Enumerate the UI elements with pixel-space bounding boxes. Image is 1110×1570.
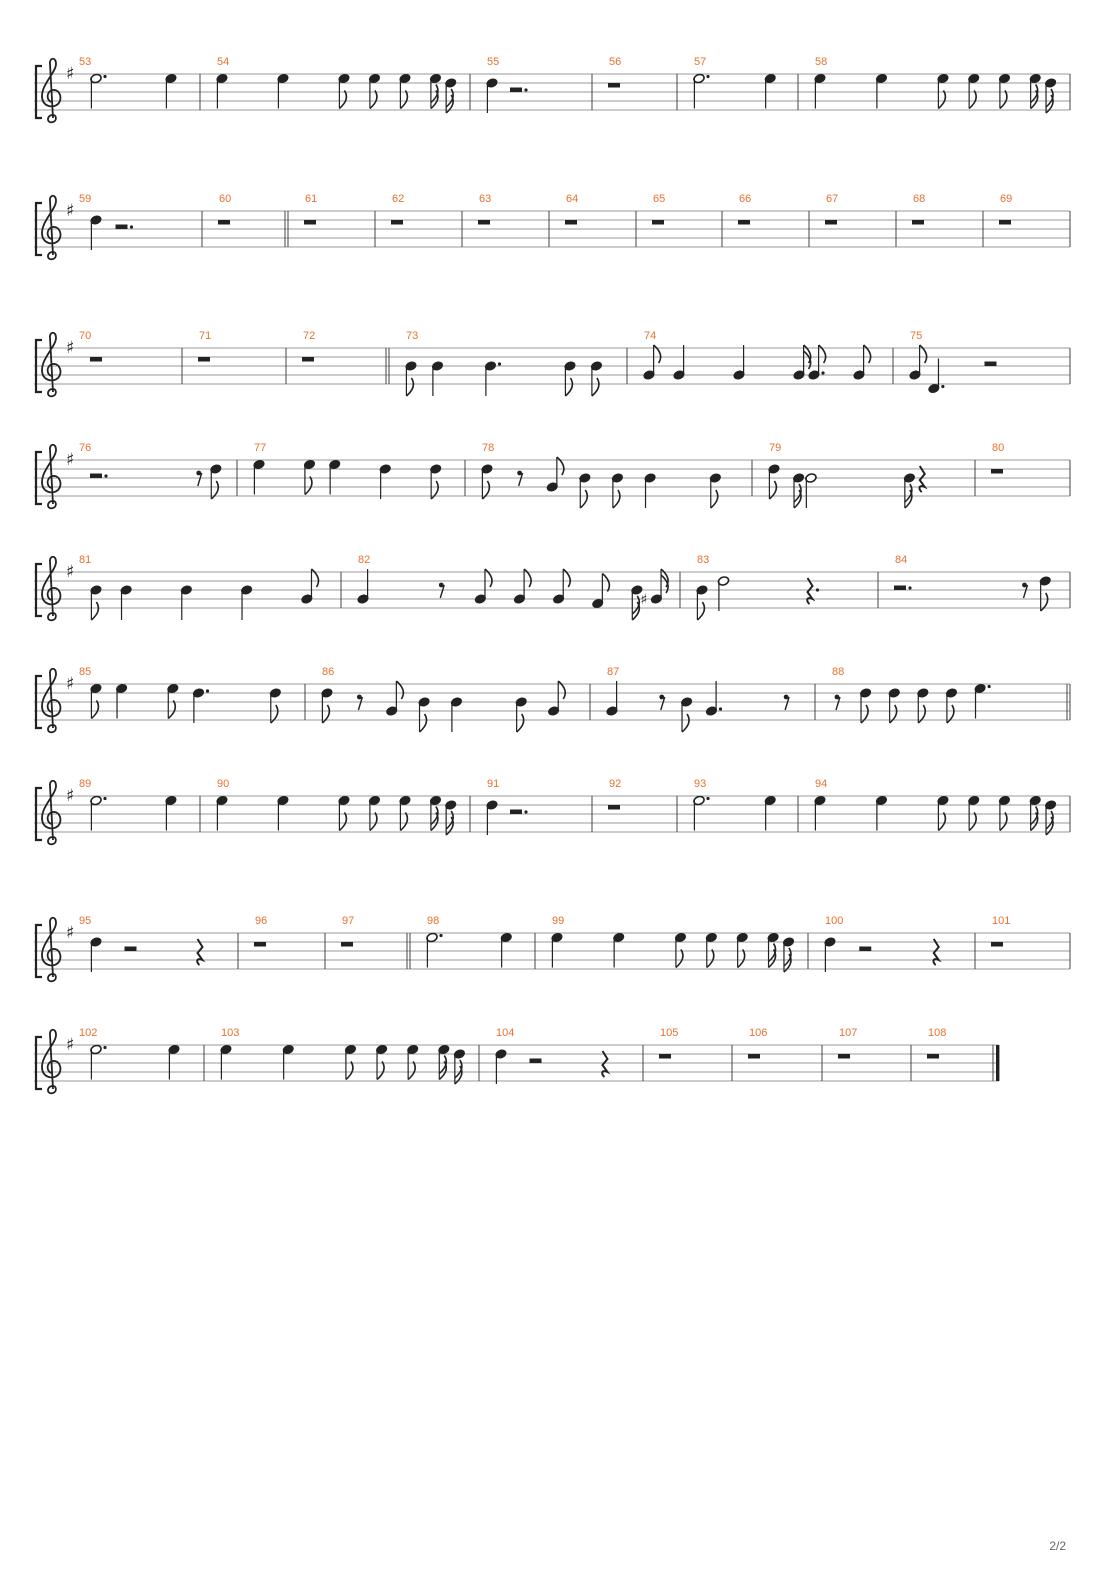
measure <box>486 778 528 835</box>
note <box>426 932 443 967</box>
note <box>120 585 132 620</box>
measure <box>321 666 565 732</box>
note <box>968 73 980 108</box>
measure-number: 103 <box>221 1027 240 1039</box>
rest <box>659 1054 671 1059</box>
rest <box>341 942 353 947</box>
note <box>814 795 826 830</box>
measure <box>495 1027 608 1084</box>
note <box>165 795 177 830</box>
measure-number: 60 <box>219 193 232 205</box>
page-number: 2/2 <box>1049 1539 1066 1553</box>
note <box>375 1044 387 1079</box>
rest <box>510 88 528 93</box>
note <box>445 800 457 835</box>
measure <box>551 915 795 972</box>
measure-number: 100 <box>825 915 844 927</box>
measure-number: 99 <box>552 915 565 927</box>
measure-number: 55 <box>487 56 500 68</box>
note <box>937 795 949 830</box>
measure <box>606 666 789 732</box>
note <box>611 473 623 508</box>
note <box>792 473 804 508</box>
measure-number: 75 <box>910 330 923 342</box>
measure <box>832 666 991 723</box>
measure-number: 97 <box>342 915 355 927</box>
note <box>429 795 441 830</box>
note <box>733 345 745 380</box>
rest <box>999 220 1011 225</box>
measure-number: 95 <box>79 915 92 927</box>
staff-system <box>34 1027 999 1093</box>
rest <box>608 83 620 88</box>
note <box>824 937 836 972</box>
note <box>216 73 228 108</box>
measure <box>79 666 282 723</box>
rest <box>304 220 316 225</box>
note <box>338 795 350 830</box>
rest <box>933 939 938 965</box>
measure-number: 89 <box>79 778 92 790</box>
note <box>165 73 177 108</box>
note <box>859 688 871 723</box>
rest <box>825 220 837 225</box>
measure-number: 88 <box>832 666 845 678</box>
measure-number: 70 <box>79 330 92 342</box>
svg-text:♯: ♯ <box>66 64 75 84</box>
rest <box>838 1054 850 1059</box>
rest <box>652 220 664 225</box>
note <box>90 73 107 108</box>
note <box>429 73 441 108</box>
rest <box>478 220 490 225</box>
svg-text:♯: ♯ <box>66 338 75 358</box>
note <box>693 73 710 108</box>
note <box>115 683 127 718</box>
note <box>768 464 780 499</box>
note <box>814 73 826 108</box>
note <box>640 569 668 608</box>
measure-number: 96 <box>255 915 268 927</box>
note <box>168 1044 180 1079</box>
rest <box>254 942 266 947</box>
note <box>368 795 380 830</box>
measure-number: 57 <box>694 56 707 68</box>
note <box>945 688 957 723</box>
measure-number: 72 <box>303 330 316 342</box>
note <box>220 1044 232 1079</box>
rest <box>991 942 1003 947</box>
rest <box>807 578 819 604</box>
note <box>782 937 794 972</box>
note <box>357 569 369 604</box>
staff-system <box>34 56 1070 122</box>
note <box>282 1044 294 1079</box>
note <box>1039 576 1051 611</box>
note <box>453 1049 465 1084</box>
note <box>1044 800 1056 835</box>
note <box>606 681 618 716</box>
svg-text:♯: ♯ <box>66 674 75 694</box>
measure-number: 91 <box>487 778 500 790</box>
note <box>481 464 493 499</box>
staff-system <box>34 193 1070 259</box>
note <box>579 473 591 508</box>
note <box>767 932 779 967</box>
note <box>500 932 512 967</box>
note <box>430 464 442 499</box>
note <box>717 576 729 611</box>
note <box>1044 78 1056 113</box>
note <box>368 73 380 108</box>
note <box>216 795 228 830</box>
rest <box>859 947 871 952</box>
note <box>937 73 949 108</box>
staff-system <box>34 778 1070 844</box>
rest <box>991 469 1003 474</box>
measure-number: 73 <box>406 330 419 342</box>
measure <box>405 330 603 396</box>
staff-system <box>34 666 1070 732</box>
measure-number: 90 <box>217 778 230 790</box>
svg-text:♯: ♯ <box>640 592 648 608</box>
measure-number: 80 <box>992 442 1005 454</box>
measure-number: 98 <box>427 915 440 927</box>
note <box>405 361 417 396</box>
measure-number: 102 <box>79 1027 98 1039</box>
rest <box>90 357 102 362</box>
note <box>269 688 281 723</box>
measure <box>79 554 319 620</box>
measure-number: 105 <box>660 1027 679 1039</box>
note <box>418 697 430 732</box>
note <box>515 697 527 732</box>
measure-number: 107 <box>839 1027 858 1039</box>
rest <box>894 586 912 591</box>
staff-system <box>34 442 1070 508</box>
rest <box>198 357 210 362</box>
note <box>329 459 341 494</box>
note <box>998 73 1010 108</box>
rest <box>748 1054 760 1059</box>
note <box>90 215 102 250</box>
note <box>253 459 265 494</box>
measure-number: 53 <box>79 56 92 68</box>
note <box>321 688 333 723</box>
measure-number: 69 <box>1000 193 1013 205</box>
note <box>90 937 102 972</box>
measure-number: 77 <box>254 442 267 454</box>
rest <box>510 810 528 815</box>
note <box>917 688 929 723</box>
note <box>693 795 710 830</box>
note <box>974 683 991 718</box>
rest <box>197 939 202 965</box>
measure-number: 101 <box>992 915 1011 927</box>
rest <box>912 220 924 225</box>
note <box>928 359 945 394</box>
note <box>764 795 776 830</box>
measure <box>79 915 203 972</box>
note <box>90 683 102 718</box>
rest <box>116 225 134 230</box>
note <box>90 1044 107 1079</box>
measure <box>79 442 222 499</box>
measure-number: 81 <box>79 554 92 566</box>
note <box>709 473 721 508</box>
measure-number: 62 <box>392 193 405 205</box>
note <box>875 73 887 108</box>
measure-number: 59 <box>79 193 92 205</box>
svg-text:♯: ♯ <box>66 786 75 806</box>
note <box>673 345 685 380</box>
measure-number: 87 <box>607 666 620 678</box>
note <box>888 688 900 723</box>
note <box>486 800 498 835</box>
measure <box>481 442 722 508</box>
measure-number: 65 <box>653 193 666 205</box>
rest <box>738 220 750 225</box>
rest <box>218 220 230 225</box>
measure-number: 71 <box>199 330 212 342</box>
note <box>399 73 411 108</box>
measure <box>253 442 442 499</box>
measure-number: 106 <box>749 1027 768 1039</box>
measure <box>768 442 925 508</box>
measure-number: 83 <box>697 554 710 566</box>
rest <box>927 1054 939 1059</box>
note <box>180 585 192 620</box>
staff-system <box>34 554 1070 620</box>
note <box>592 574 610 609</box>
note <box>495 1049 507 1084</box>
note <box>968 795 980 830</box>
measure <box>894 554 1051 611</box>
measure <box>814 56 1057 113</box>
note <box>998 795 1010 830</box>
measure-number: 84 <box>895 554 908 566</box>
measure-number: 93 <box>694 778 707 790</box>
measure-number: 66 <box>739 193 752 205</box>
note <box>1029 795 1041 830</box>
note <box>903 473 915 508</box>
rest <box>302 357 314 362</box>
measure <box>643 330 871 380</box>
measure-number: 86 <box>322 666 335 678</box>
note <box>344 1044 356 1079</box>
svg-text:♯: ♯ <box>66 201 75 221</box>
note <box>736 932 748 967</box>
svg-text:♯: ♯ <box>66 1035 75 1055</box>
note <box>705 932 717 967</box>
note <box>338 73 350 108</box>
note <box>564 361 576 396</box>
note <box>445 78 457 113</box>
note <box>1029 73 1041 108</box>
measure-number: 68 <box>913 193 926 205</box>
measure-number: 58 <box>815 56 828 68</box>
note <box>90 585 102 620</box>
note <box>438 1044 450 1079</box>
measure-number: 74 <box>644 330 657 342</box>
measure-number: 104 <box>496 1027 515 1039</box>
note <box>644 473 656 508</box>
rest <box>602 1051 607 1077</box>
note <box>240 585 252 620</box>
measure <box>216 778 457 835</box>
measure-number: 63 <box>479 193 492 205</box>
note <box>805 473 817 508</box>
measure <box>220 1027 466 1084</box>
note <box>875 795 887 830</box>
measure <box>357 554 668 620</box>
rest <box>125 947 137 952</box>
measure <box>216 56 457 113</box>
rest <box>608 805 620 810</box>
note <box>764 73 776 108</box>
measure-number: 94 <box>815 778 828 790</box>
rest <box>90 474 108 479</box>
measure <box>696 554 819 620</box>
rest <box>985 362 997 367</box>
measure-number: 56 <box>609 56 622 68</box>
measure-number: 61 <box>305 193 318 205</box>
measure-number: 108 <box>928 1027 947 1039</box>
note <box>590 361 602 396</box>
note <box>431 361 443 396</box>
note <box>450 697 462 732</box>
note <box>680 697 692 732</box>
note <box>551 932 563 967</box>
note <box>399 795 411 830</box>
note <box>210 464 222 499</box>
measure-number: 85 <box>79 666 92 678</box>
note <box>277 795 289 830</box>
note <box>90 795 107 830</box>
rest <box>565 220 577 225</box>
note <box>696 585 708 620</box>
note <box>379 464 391 499</box>
measure <box>79 193 133 250</box>
measure <box>486 56 528 113</box>
measure-number: 79 <box>769 442 782 454</box>
note <box>674 932 686 967</box>
rest <box>530 1059 542 1064</box>
rest <box>919 466 924 492</box>
measure-number: 67 <box>826 193 839 205</box>
note <box>277 73 289 108</box>
measure-number: 82 <box>358 554 371 566</box>
measure <box>814 778 1057 835</box>
measure-number: 76 <box>79 442 92 454</box>
note <box>303 459 315 494</box>
rest <box>391 220 403 225</box>
note <box>486 78 498 113</box>
staff-system <box>34 915 1070 981</box>
note <box>613 932 625 967</box>
note <box>167 683 179 718</box>
note <box>407 1044 419 1079</box>
svg-text:♯: ♯ <box>66 923 75 943</box>
measure-number: 92 <box>609 778 622 790</box>
measure-number: 78 <box>482 442 495 454</box>
measure <box>824 915 939 972</box>
measure-number: 64 <box>566 193 579 205</box>
measure-number: 54 <box>217 56 230 68</box>
staff-system <box>34 330 1070 396</box>
svg-text:♯: ♯ <box>66 562 75 582</box>
svg-text:♯: ♯ <box>66 450 75 470</box>
